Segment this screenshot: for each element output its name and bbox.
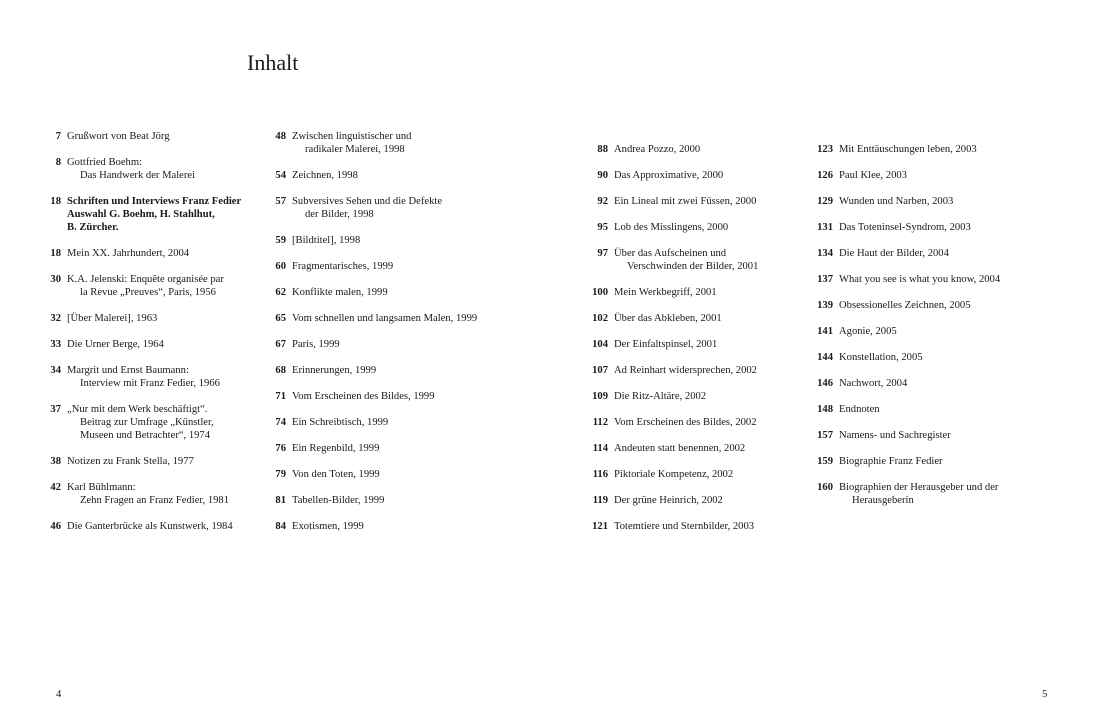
toc-entry-line: Piktoriale Kompetenz, 2002	[614, 469, 734, 480]
toc-entry-line: Das Approximative, 2000	[614, 170, 724, 181]
toc-entry-line: Exotismen, 1999	[292, 521, 364, 532]
toc-entry-line: der Bilder, 1998	[305, 209, 374, 220]
toc-entry-line: Schriften und Interviews Franz Fedier	[67, 196, 242, 207]
toc-entry-title	[67, 247, 189, 260]
toc-entry-title	[614, 247, 758, 273]
toc-entry-title	[292, 130, 411, 156]
toc-entry-line: Agonie, 2005	[839, 326, 897, 337]
toc-page-number: 74	[275, 417, 286, 428]
toc-page-number: 60	[275, 261, 286, 272]
toc-page-number: 68	[275, 365, 286, 376]
toc-entry-title	[614, 143, 700, 156]
toc-entry-title	[614, 169, 723, 182]
toc-entry-title	[839, 325, 897, 338]
toc-entry-title	[839, 455, 943, 468]
toc-entry-line: Konstellation, 2005	[839, 352, 923, 363]
toc-page-number: 38	[50, 456, 61, 467]
toc-page-number: 146	[817, 378, 833, 389]
toc-entry-line: Paul Klee, 2003	[839, 170, 907, 181]
toc-page-number: 84	[275, 521, 286, 532]
toc-page-number: 95	[597, 222, 608, 233]
toc-entry-line: Verschwinden der Bilder, 2001	[627, 261, 759, 272]
toc-entry-line: Über das Aufscheinen und	[614, 248, 727, 259]
toc-entry-title	[839, 429, 951, 442]
toc-entry-title	[839, 169, 907, 182]
toc-page-number: 42	[50, 482, 61, 493]
toc-entry-line: Totemtiere und Sternbilder, 2003	[614, 521, 755, 532]
toc-page-number: 48	[275, 131, 286, 142]
toc-entry-line: Mein Werkbegriff, 2001	[614, 287, 717, 298]
toc-entry-line: Endnoten	[839, 404, 880, 415]
toc-entry-title	[67, 312, 157, 325]
toc-entry-line: Der Einfaltspinsel, 2001	[614, 339, 718, 350]
toc-page-number: 144	[817, 352, 833, 363]
toc-entry-line: Fragmentarisches, 1999	[292, 261, 394, 272]
toc-page-number: 109	[592, 391, 608, 402]
toc-page-number: 104	[592, 339, 608, 350]
toc-page-number: 123	[817, 144, 833, 155]
toc-page-number: 67	[275, 339, 286, 350]
toc-entry-line: Die Urner Berge, 1964	[67, 339, 164, 350]
toc-page-number: 81	[275, 495, 286, 506]
toc-entry-title	[67, 156, 195, 182]
toc-page-number: 79	[275, 469, 286, 480]
toc-entry-title	[614, 494, 723, 507]
toc-entry-title	[292, 442, 379, 455]
toc-page-number: 46	[50, 521, 61, 532]
toc-entry-line: Zwischen linguistischer und	[292, 131, 412, 142]
toc-page-number: 134	[817, 248, 833, 259]
toc-entry-line: Notizen zu Frank Stella, 1977	[67, 456, 194, 467]
toc-entry-line: Vom Erscheinen des Bildes, 2002	[614, 417, 757, 428]
toc-entry-title	[292, 312, 477, 325]
toc-page-number: 148	[817, 404, 833, 415]
toc-page-number: 71	[275, 391, 286, 402]
toc-entry-line: Andeuten statt benennen, 2002	[614, 443, 746, 454]
toc-entry-line: Karl Bühlmann:	[67, 482, 136, 493]
toc-entry-line: radikaler Malerei, 1998	[305, 144, 405, 155]
toc-entry-title	[614, 442, 745, 455]
toc-entry-title	[67, 364, 220, 390]
toc-entry-line: Museen und Betrachter“, 1974	[80, 430, 211, 441]
toc-entry-title	[839, 273, 1000, 286]
toc-entry-title	[614, 364, 757, 377]
toc-entry-title	[292, 169, 358, 182]
toc-entry-title	[614, 468, 733, 481]
toc-entry-line: Herausgeberin	[852, 495, 914, 506]
toc-page-number: 129	[817, 196, 833, 207]
toc-entry-line: Ein Lineal mit zwei Füssen, 2000	[614, 196, 757, 207]
toc-page-number: 116	[592, 469, 608, 480]
toc-page-number: 121	[592, 521, 608, 532]
toc-entry-line: Paris, 1999	[292, 339, 340, 350]
toc-entry-line: Vom Erscheinen des Bildes, 1999	[292, 391, 435, 402]
toc-page-number: 159	[817, 456, 833, 467]
toc-entry-title	[614, 520, 754, 533]
toc-page-number: 160	[817, 482, 833, 493]
toc-entry-line: Das Handwerk der Malerei	[80, 170, 196, 181]
toc-entry-title	[67, 338, 164, 351]
toc-entry-line: Tabellen-Bilder, 1999	[292, 495, 385, 506]
toc-entry-line: Wunden und Narben, 2003	[839, 196, 954, 207]
toc-entry-line: K.A. Jelenski: Enquête organisée par	[67, 274, 224, 285]
toc-entry-line: Ein Regenbild, 1999	[292, 443, 380, 454]
toc-page-number: 114	[592, 443, 608, 454]
toc-page-number: 7	[55, 131, 61, 142]
toc-entry-line: la Revue „Preuves“, Paris, 1956	[80, 287, 216, 298]
toc-entry-line: Margrit und Ernst Baumann:	[67, 365, 189, 376]
toc-entry-line: Obsessionelles Zeichnen, 2005	[839, 300, 971, 311]
toc-entry-line: Der grüne Heinrich, 2002	[614, 495, 723, 506]
toc-entry-title	[292, 234, 360, 247]
toc-page-number: 57	[275, 196, 286, 207]
toc-entry-line: Nachwort, 2004	[839, 378, 908, 389]
toc-page-number: 37	[50, 404, 61, 415]
toc-entry-title	[839, 351, 923, 364]
toc-entry-title	[67, 130, 170, 143]
toc-page-number: 32	[50, 313, 61, 324]
toc-entry-title	[67, 455, 194, 468]
toc-entry-title	[839, 221, 971, 234]
toc-entry-line: Zehn Fragen an Franz Fedier, 1981	[80, 495, 230, 506]
toc-entry-title	[839, 195, 953, 208]
toc-entry-title	[292, 286, 388, 299]
toc-page-number: 112	[592, 417, 608, 428]
toc-entry-line: Andrea Pozzo, 2000	[614, 144, 701, 155]
toc-entry-line: Interview mit Franz Fedier, 1966	[80, 378, 220, 389]
toc-entry-line: Erinnerungen, 1999	[292, 365, 377, 376]
toc-entry-line: What you see is what you know, 2004	[839, 274, 1001, 285]
toc-page-number: 107	[592, 365, 608, 376]
toc-entry-line: Die Ganterbrücke als Kunstwerk, 1984	[67, 521, 233, 532]
toc-entry-line: Gottfried Boehm:	[67, 157, 143, 168]
toc-entry-line: B. Zürcher.	[67, 222, 119, 233]
toc-entry-title	[839, 377, 907, 390]
toc-page-number: 102	[592, 313, 608, 324]
toc-entry-line: Lob des Misslingens, 2000	[614, 222, 729, 233]
toc-entry-line: [Bildtitel], 1998	[292, 235, 361, 246]
toc-entry-title	[614, 195, 756, 208]
toc-entry-title	[292, 520, 364, 533]
toc-entry-title	[839, 143, 977, 156]
toc-entry-title	[292, 416, 388, 429]
page-title: Inhalt	[247, 50, 299, 75]
toc-page-number: 90	[597, 170, 608, 181]
toc-page-number: 33	[50, 339, 61, 350]
toc-entry-title	[292, 494, 384, 507]
toc-page-number: 76	[275, 443, 286, 454]
toc-entry-line: Biographien der Herausgeber und der	[839, 482, 999, 493]
toc-page-number: 157	[817, 430, 833, 441]
page-number-left: 4	[56, 689, 62, 700]
toc-entry-title	[67, 520, 233, 533]
toc-page-number: 65	[275, 313, 286, 324]
toc-page-number: 137	[817, 274, 833, 285]
toc-page-number: 126	[817, 170, 833, 181]
toc-entry-line: Grußwort von Beat Jörg	[67, 131, 170, 142]
toc-entry-line: Zeichnen, 1998	[292, 170, 358, 181]
toc-entry-title	[67, 403, 214, 442]
toc-entry-title	[67, 273, 224, 299]
toc-entry-title	[292, 390, 435, 403]
toc-entry-title	[67, 195, 241, 234]
toc-entry-line: Biographie Franz Fedier	[839, 456, 943, 467]
toc-entry-title	[614, 312, 722, 325]
toc-entry-title	[292, 468, 380, 481]
toc-entry-line: „Nur mit dem Werk beschäftigt“.	[67, 404, 208, 415]
toc-entry-title	[292, 195, 442, 221]
toc-entry-title	[614, 286, 717, 299]
toc-page-number: 34	[50, 365, 61, 376]
toc-page-number: 18	[50, 248, 61, 259]
toc-entry-line: Ein Schreibtisch, 1999	[292, 417, 389, 428]
toc-page-number: 119	[592, 495, 608, 506]
toc-entry-line: Konflikte malen, 1999	[292, 287, 388, 298]
toc-page-number: 54	[275, 170, 286, 181]
toc-entry-line: Beitrag zur Umfrage „Künstler,	[80, 417, 214, 428]
toc-page-number: 59	[275, 235, 286, 246]
toc-entry-line: [Über Malerei], 1963	[67, 313, 158, 324]
toc-entry-line: Mit Enttäuschungen leben, 2003	[839, 144, 977, 155]
toc-entry-title	[67, 481, 229, 507]
toc-entry-line: Mein XX. Jahrhundert, 2004	[67, 248, 190, 259]
toc-entry-line: Namens- und Sachregister	[839, 430, 951, 441]
toc-entry-line: Die Haut der Bilder, 2004	[839, 248, 949, 259]
toc-entry-title	[614, 390, 706, 403]
toc-entry-title	[839, 481, 998, 507]
toc-entry-line: Von den Toten, 1999	[292, 469, 380, 480]
toc-entry-title	[614, 338, 717, 351]
toc-entry-title	[614, 221, 728, 234]
toc-entry-title	[292, 260, 393, 273]
toc-entry-title	[292, 364, 376, 377]
toc-entry-line: Das Toteninsel-Syndrom, 2003	[839, 222, 971, 233]
toc-page-number: 92	[597, 196, 608, 207]
toc-entry-line: Über das Abkleben, 2001	[614, 313, 722, 324]
toc-page-number: 18	[50, 196, 61, 207]
toc-entry-line: Die Ritz-Altäre, 2002	[614, 391, 707, 402]
toc-entry-title	[614, 416, 757, 429]
toc-page-number: 131	[817, 222, 833, 233]
toc-page-number: 141	[817, 326, 833, 337]
toc-page-number: 62	[275, 287, 286, 298]
toc-entry-line: Vom schnellen und langsamen Malen, 1999	[292, 313, 478, 324]
toc-entry-line: Ad Reinhart widersprechen, 2002	[614, 365, 757, 376]
toc-page-number: 8	[55, 157, 61, 168]
toc-entry-title	[839, 299, 971, 312]
toc-page-number: 88	[597, 144, 608, 155]
toc-page-number: 30	[50, 274, 61, 285]
toc-entry-title	[292, 338, 340, 351]
toc-entry-line: Subversives Sehen und die Defekte	[292, 196, 443, 207]
toc-entry-line: Auswahl G. Boehm, H. Stahlhut,	[67, 209, 215, 220]
page-number-right: 5	[1042, 689, 1048, 700]
toc-entry-title	[839, 403, 880, 416]
toc-entry-title	[839, 247, 949, 260]
toc-page-number: 139	[817, 300, 833, 311]
toc-page-number: 97	[597, 248, 608, 259]
toc-page-number: 100	[592, 287, 608, 298]
